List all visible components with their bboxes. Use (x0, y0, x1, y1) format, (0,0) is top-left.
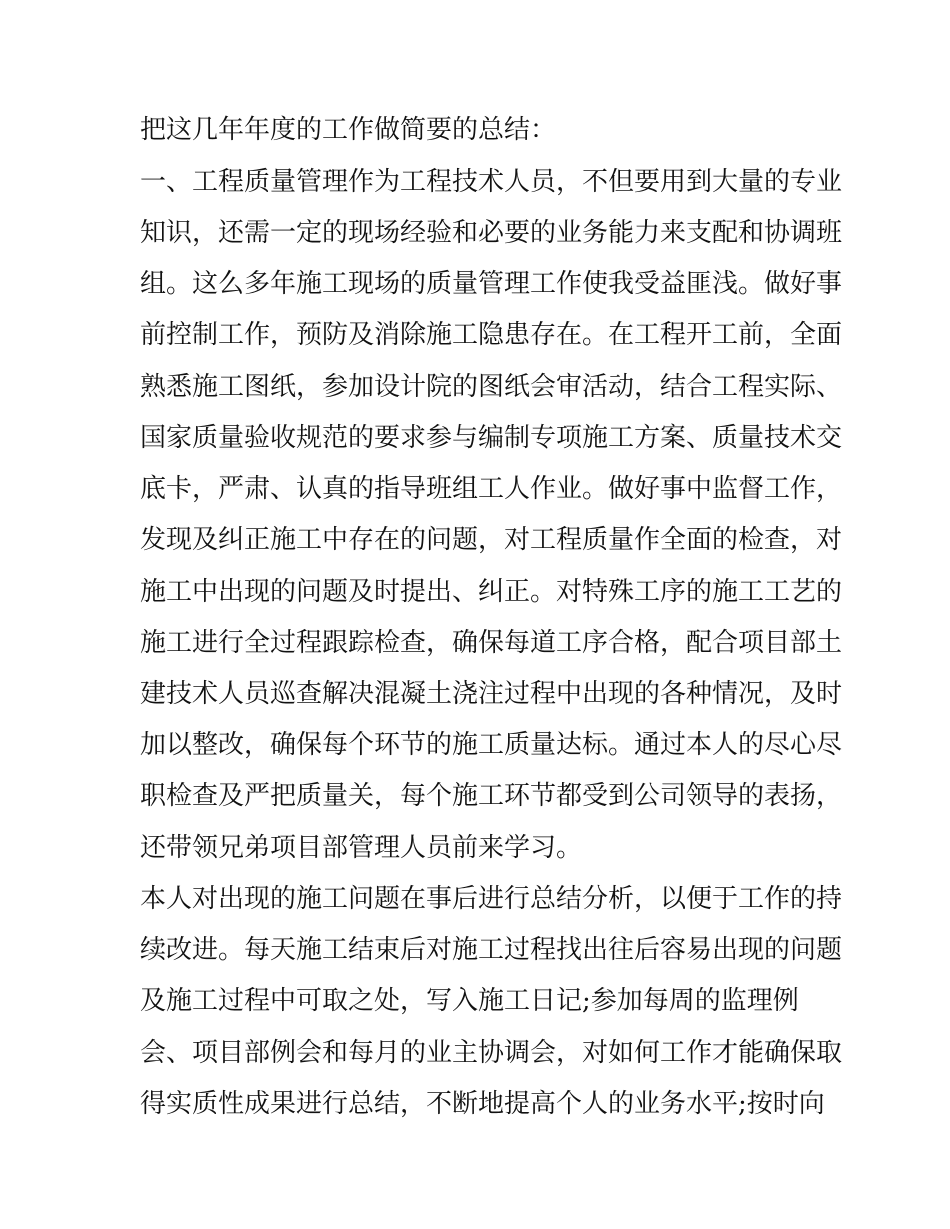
text-line: 得实质性成果进行总结，不断地提高个人的业务水平;按时向 (140, 1089, 825, 1119)
text-line: 国家质量验收规范的要求参与编制专项施工方案、质量技术交 (140, 423, 843, 453)
text-line: 把这几年年度的工作做简要的总结： (140, 115, 557, 145)
text-line: 本人对出现的施工问题在事后进行总结分析，以便于工作的持 (140, 884, 843, 914)
text-line: 发现及纠正施工中存在的问题，对工程质量作全面的检查，对 (140, 525, 843, 555)
text-line: 续改进。每天施工结束后对施工过程找出往后容易出现的问题 (140, 935, 843, 965)
text-line: 加以整改，确保每个环节的施工质量达标。通过本人的尽心尽 (140, 730, 843, 760)
text-line: 底卡，严肃、认真的指导班组工人作业。做好事中监督工作， (140, 474, 843, 504)
text-line: 及施工过程中可取之处，写入施工日记;参加每周的监理例 (140, 986, 799, 1016)
text-line: 还带领兄弟项目部管理人员前来学习。 (140, 833, 583, 863)
text-line: 一、工程质量管理作为工程技术人员，不但要用到大量的专业 (140, 167, 843, 197)
text-line: 组。这么多年施工现场的质量管理工作使我受益匪浅。做好事 (140, 269, 843, 299)
text-line: 熟悉施工图纸，参加设计院的图纸会审活动，结合工程实际、 (140, 372, 843, 402)
text-line: 会、项目部例会和每月的业主协调会，对如何工作才能确保取 (140, 1038, 843, 1068)
text-line: 建技术人员巡查解决混凝土浇注过程中出现的各种情况，及时 (140, 679, 843, 709)
text-line: 施工中出现的问题及时提出、纠正。对特殊工序的施工工艺的 (140, 577, 843, 607)
text-line: 施工进行全过程跟踪检查，确保每道工序合格，配合项目部土 (140, 628, 843, 658)
text-line: 职检查及严把质量关，每个施工环节都受到公司领导的表扬， (140, 781, 843, 811)
text-line: 知识，还需一定的现场经验和必要的业务能力来支配和协调班 (140, 218, 843, 248)
text-line: 前控制工作，预防及消除施工隐患存在。在工程开工前，全面 (140, 320, 843, 350)
